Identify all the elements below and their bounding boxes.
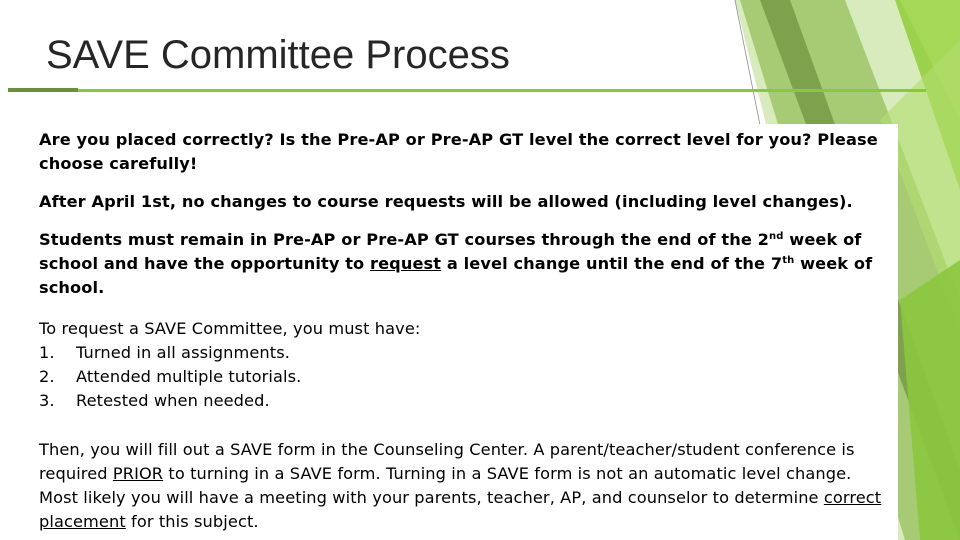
list-number: 2. [39,367,55,386]
underlined-correct-placement: correct placement [39,488,882,531]
paragraph-placement-question: Are you placed correctly? Is the Pre-AP or Pre-AP GT level the correct level for you? Please choose carefully! [39,130,878,173]
text-segment: week of school. [39,254,873,297]
requirements-intro: To request a SAVE Committee, you must have: [39,319,421,338]
underlined-request: request [370,254,442,273]
text-segment: to turning in a SAVE form. Turning in a SAVE form is not an automatic level change. Most likely you will have a meeting with your parents, teacher, AP, and counselor to determine [39,464,852,507]
superscript-th: th [782,255,795,266]
text-segment: a level change until the end of the 7 [441,254,783,273]
text-segment: Then, you will fill out a SAVE form in the Counseling Center. A parent/teacher/student conference is required [39,440,855,483]
text-segment: week of school and have the opportunity to [39,230,862,273]
requirements-list [39,317,889,413]
page-title: SAVE Committee Process [46,33,510,77]
list-item-text: Attended multiple tutorials. [76,367,302,386]
content-box [32,124,898,540]
underlined-prior: PRIOR [112,464,164,483]
list-item [39,389,889,413]
title-underline-accent [8,88,78,92]
list-item [39,341,889,365]
superscript-nd: nd [769,231,784,242]
list-item [39,365,889,389]
list-number: 3. [39,391,55,410]
list-number: 1. [39,343,55,362]
text-segment: Students must remain in Pre-AP or Pre-AP GT courses through the end of the 2 [39,230,770,249]
paragraph-april-deadline: After April 1st, no changes to course requests will be allowed (including level changes). [39,192,853,211]
paragraph-course-requirement [39,228,889,300]
title-underline [8,89,926,92]
paragraph-save-form-process [39,438,889,534]
list-item-text: Retested when needed. [76,391,270,410]
text-segment: for this subject. [125,512,259,531]
list-item-text: Turned in all assignments. [76,343,290,362]
